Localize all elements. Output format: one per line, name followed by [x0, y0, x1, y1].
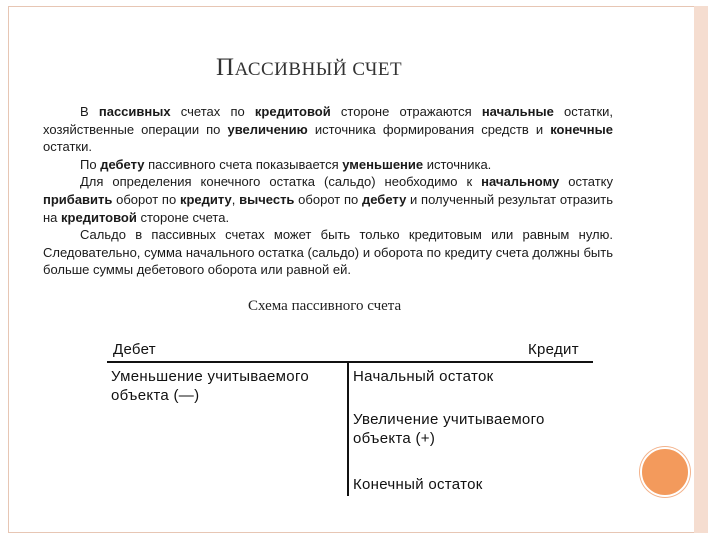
text-run: остатки, хозяйственные операции по: [43, 104, 614, 137]
text-run: пассивного счета показывается: [144, 156, 343, 172]
text-run: остатки.: [43, 139, 92, 155]
text-run: стороне отражаются: [330, 104, 482, 119]
text-run: Сальдо в пассивных счетах может быть только кредитовым или равным нулю. Следовательно, сумма начального остатка (сальдо) и оборота по кредиту счета должны быть больше суммы дебетового оборота или равной ей.: [43, 227, 613, 278]
emphasis-term: конечные: [550, 121, 613, 137]
text-run: оборот по: [294, 191, 362, 207]
emphasis-term: кредитовой: [254, 104, 331, 119]
t-account-horizontal-line: [107, 361, 593, 363]
credit-entry-closing-balance: Конечный остаток: [353, 476, 483, 493]
body-paragraph: [43, 173, 613, 226]
emphasis-term: дебету: [100, 156, 145, 172]
slide-title-initial: П: [216, 54, 235, 81]
emphasis-term: уменьшение: [342, 156, 424, 172]
text-run: остатку: [559, 174, 613, 190]
emphasis-term: начальному: [481, 174, 560, 190]
emphasis-term: кредиту: [179, 191, 232, 207]
side-decoration-rail: [694, 6, 708, 533]
slide-title: [216, 54, 402, 82]
body-paragraph: [43, 156, 613, 174]
credit-label: Кредит: [528, 341, 579, 358]
debit-label: Дебет: [113, 341, 156, 358]
text-run: ,: [231, 191, 240, 207]
credit-entry-increase: Увеличение учитываемого объекта (+): [353, 411, 545, 447]
text-run: счетах по: [170, 104, 255, 119]
debit-entry-decrease: Уменьшение учитываемого объекта (—): [111, 368, 310, 404]
t-account-vertical-line: [347, 361, 349, 496]
text-run: и полученный результат отразить на: [43, 191, 614, 225]
emphasis-term: вычесть: [239, 191, 295, 207]
text-run: В: [80, 104, 99, 119]
emphasis-term: увеличению: [227, 121, 308, 137]
emphasis-term: кредитовой: [61, 209, 137, 225]
text-run: источника формирования средств и: [307, 121, 551, 137]
text-run: Для определения конечного остатка (сальдо) необходимо к: [80, 174, 482, 190]
emphasis-term: прибавить: [43, 191, 113, 207]
emphasis-term: дебету: [361, 191, 407, 207]
body-paragraph: [43, 103, 613, 156]
schema-title: Схема пассивного счета: [248, 298, 402, 314]
text-run: оборот по: [112, 191, 180, 207]
accent-circle: [640, 447, 690, 497]
text-run: По: [80, 156, 101, 172]
emphasis-term: начальные: [481, 104, 554, 119]
body-text: [43, 103, 613, 279]
slide-title-rest: АССИВНЫЙ СЧЕТ: [234, 59, 403, 80]
text-run: источника.: [423, 156, 492, 172]
emphasis-term: пассивных: [98, 104, 171, 119]
body-paragraph: [43, 226, 613, 279]
credit-entry-opening-balance: Начальный остаток: [353, 368, 494, 385]
text-run: стороне счета.: [136, 209, 230, 225]
